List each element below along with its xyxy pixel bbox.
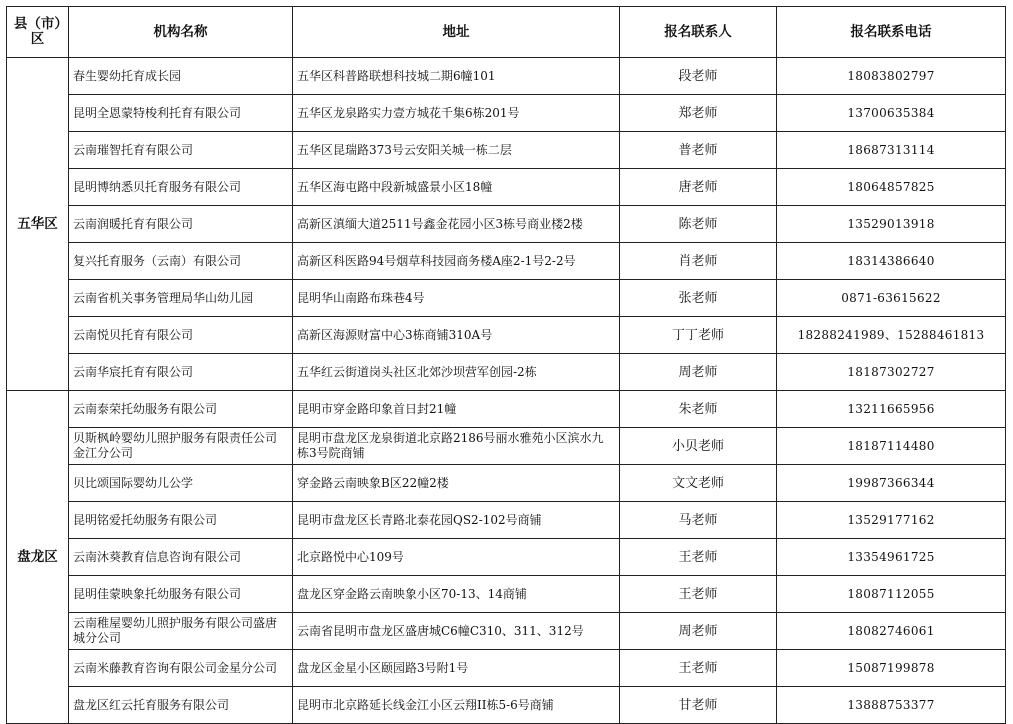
contact-cell: 文文老师	[620, 465, 777, 502]
name-cell: 云南悦贝托育有限公司	[69, 317, 293, 354]
county-cell: 盘龙区	[7, 391, 69, 724]
phone-cell: 18187302727	[777, 354, 1006, 391]
phone-cell: 18087112055	[777, 576, 1006, 613]
phone-cell: 18064857825	[777, 169, 1006, 206]
contact-cell: 朱老师	[620, 391, 777, 428]
header-row	[7, 7, 1006, 58]
table-row	[7, 687, 1006, 724]
phone-cell: 13211665956	[777, 391, 1006, 428]
address-cell: 昆明华山南路布珠巷4号	[293, 280, 620, 317]
table-row	[7, 243, 1006, 280]
address-cell: 高新区海源财富中心3栋商铺310A号	[293, 317, 620, 354]
address-cell: 五华红云街道岗头社区北郊沙坝营军创园-2栋	[293, 354, 620, 391]
header-contact: 报名联系人	[620, 7, 777, 58]
table-row	[7, 576, 1006, 613]
address-cell: 昆明市穿金路印象首日封21幢	[293, 391, 620, 428]
header-address: 地址	[293, 7, 620, 58]
table-row	[7, 354, 1006, 391]
contact-cell: 普老师	[620, 132, 777, 169]
table-row	[7, 95, 1006, 132]
name-cell: 昆明博纳悉贝托育服务有限公司	[69, 169, 293, 206]
institution-table	[6, 6, 1006, 724]
name-cell: 云南璀智托育有限公司	[69, 132, 293, 169]
name-cell: 贝比颂国际婴幼儿公学	[69, 465, 293, 502]
address-cell: 昆明市盘龙区长青路北泰花园QS2-102号商铺	[293, 502, 620, 539]
phone-cell: 0871-63615622	[777, 280, 1006, 317]
phone-cell: 18687313114	[777, 132, 1006, 169]
name-cell: 昆明铭爱托幼服务有限公司	[69, 502, 293, 539]
name-cell: 贝斯枫岭婴幼儿照护服务有限责任公司金江分公司	[69, 428, 293, 465]
name-cell: 云南省机关事务管理局华山幼儿园	[69, 280, 293, 317]
table-row	[7, 428, 1006, 465]
phone-cell: 18082746061	[777, 613, 1006, 650]
phone-cell: 18187114480	[777, 428, 1006, 465]
contact-cell: 王老师	[620, 539, 777, 576]
table-row	[7, 502, 1006, 539]
address-cell: 北京路悦中心109号	[293, 539, 620, 576]
phone-cell: 13700635384	[777, 95, 1006, 132]
contact-cell: 小贝老师	[620, 428, 777, 465]
address-cell: 云南省昆明市盘龙区盛唐城C6幢C310、311、312号	[293, 613, 620, 650]
phone-cell: 19987366344	[777, 465, 1006, 502]
table-row	[7, 280, 1006, 317]
contact-cell: 郑老师	[620, 95, 777, 132]
name-cell: 云南泰荣托幼服务有限公司	[69, 391, 293, 428]
header-phone: 报名联系电话	[777, 7, 1006, 58]
address-cell: 五华区科普路联想科技城二期6幢101	[293, 58, 620, 95]
name-cell: 云南润暖托育有限公司	[69, 206, 293, 243]
address-cell: 盘龙区金星小区颐园路3号附1号	[293, 650, 620, 687]
contact-cell: 王老师	[620, 576, 777, 613]
contact-cell: 唐老师	[620, 169, 777, 206]
name-cell: 盘龙区红云托育服务有限公司	[69, 687, 293, 724]
address-cell: 高新区科医路94号烟草科技园商务楼A座2-1号2-2号	[293, 243, 620, 280]
name-cell: 昆明全恩蒙特梭利托育有限公司	[69, 95, 293, 132]
contact-cell: 丁丁老师	[620, 317, 777, 354]
table-row	[7, 465, 1006, 502]
name-cell: 昆明佳蒙映象托幼服务有限公司	[69, 576, 293, 613]
table-row	[7, 169, 1006, 206]
phone-cell: 18083802797	[777, 58, 1006, 95]
phone-cell: 15087199878	[777, 650, 1006, 687]
address-cell: 穿金路云南映象B区22幢2楼	[293, 465, 620, 502]
phone-cell: 13354961725	[777, 539, 1006, 576]
phone-cell: 13529177162	[777, 502, 1006, 539]
address-cell: 五华区龙泉路实力壹方城花千集6栋201号	[293, 95, 620, 132]
address-cell: 昆明市北京路延长线金江小区云翔II栋5-6号商铺	[293, 687, 620, 724]
contact-cell: 肖老师	[620, 243, 777, 280]
table-row	[7, 650, 1006, 687]
address-cell: 五华区昆瑞路373号云安阳关城一栋二层	[293, 132, 620, 169]
county-cell: 五华区	[7, 58, 69, 391]
name-cell: 云南米藤教育咨询有限公司金星分公司	[69, 650, 293, 687]
name-cell: 云南稚屋婴幼儿照护服务有限公司盛唐城分公司	[69, 613, 293, 650]
contact-cell: 甘老师	[620, 687, 777, 724]
contact-cell: 周老师	[620, 354, 777, 391]
table-row	[7, 58, 1006, 95]
address-cell: 高新区滇缅大道2511号鑫金花园小区3栋号商业楼2楼	[293, 206, 620, 243]
contact-cell: 陈老师	[620, 206, 777, 243]
contact-cell: 王老师	[620, 650, 777, 687]
table-row	[7, 317, 1006, 354]
table-row	[7, 391, 1006, 428]
address-cell: 五华区海屯路中段新城盛景小区18幢	[293, 169, 620, 206]
table-row	[7, 206, 1006, 243]
contact-cell: 周老师	[620, 613, 777, 650]
name-cell: 春生婴幼托育成长园	[69, 58, 293, 95]
phone-cell: 18288241989、15288461813	[777, 317, 1006, 354]
name-cell: 云南沐葵教育信息咨询有限公司	[69, 539, 293, 576]
name-cell: 云南华宸托育有限公司	[69, 354, 293, 391]
phone-cell: 18314386640	[777, 243, 1006, 280]
address-cell: 昆明市盘龙区龙泉街道北京路2186号丽水雅苑小区滨水九栋3号院商铺	[293, 428, 620, 465]
header-county: 县（市）区	[7, 7, 69, 58]
phone-cell: 13888753377	[777, 687, 1006, 724]
table-row	[7, 132, 1006, 169]
table-row	[7, 613, 1006, 650]
phone-cell: 13529013918	[777, 206, 1006, 243]
name-cell: 复兴托育服务（云南）有限公司	[69, 243, 293, 280]
table-row	[7, 539, 1006, 576]
address-cell: 盘龙区穿金路云南映象小区70-13、14商铺	[293, 576, 620, 613]
header-name: 机构名称	[69, 7, 293, 58]
contact-cell: 段老师	[620, 58, 777, 95]
contact-cell: 张老师	[620, 280, 777, 317]
contact-cell: 马老师	[620, 502, 777, 539]
